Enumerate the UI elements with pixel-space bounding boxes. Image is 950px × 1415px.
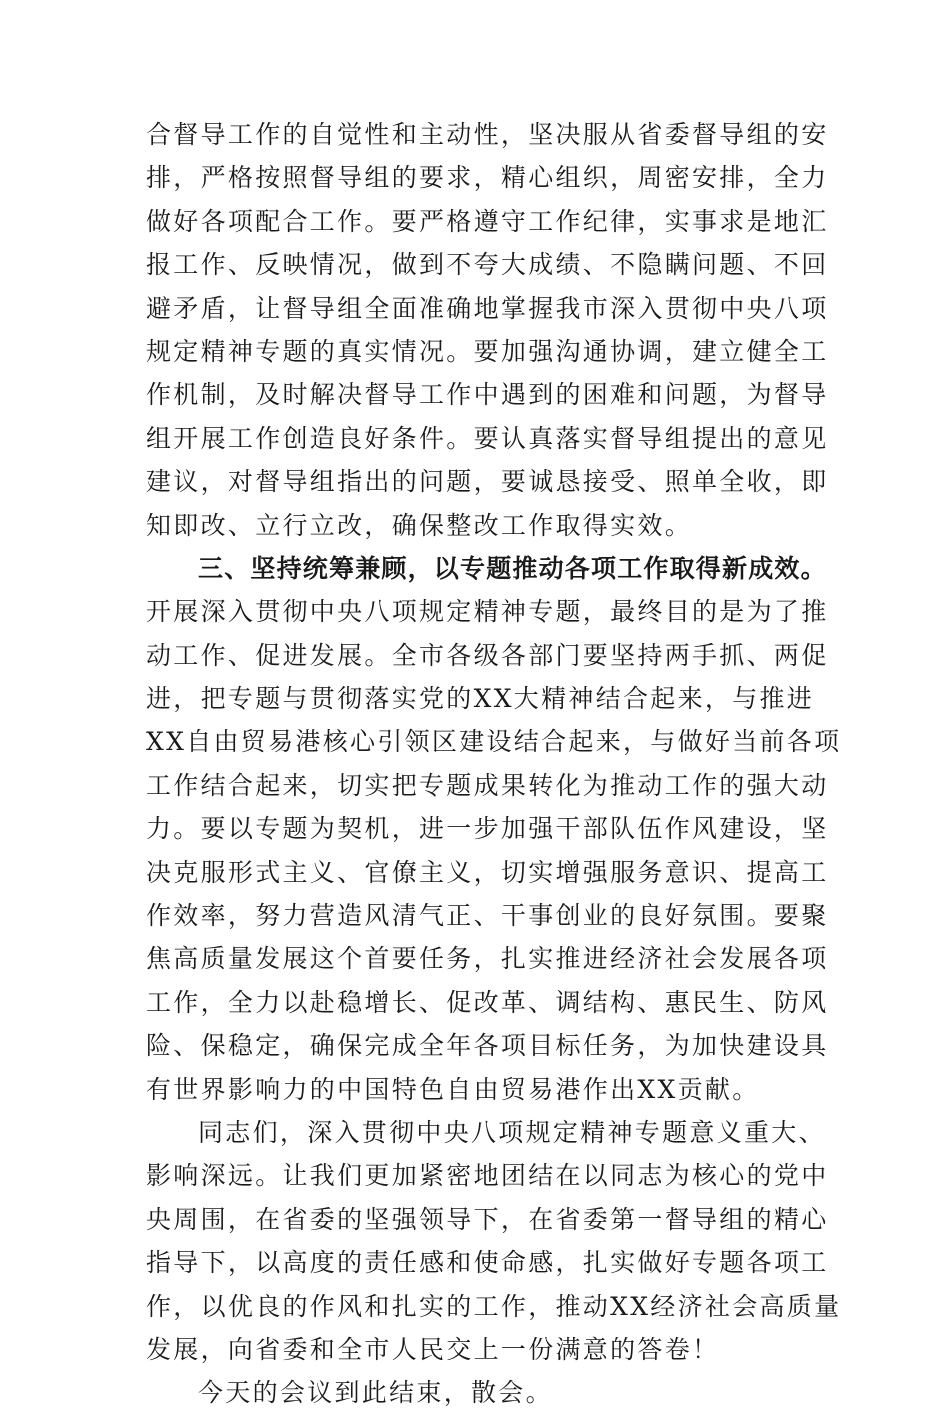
text-line: 合督导工作的自觉性和主动性，坚决服从省委督导组的安 <box>146 120 829 149</box>
text-line: 建议，对督导组指出的问题，要诚恳接受、照单全收，即 <box>146 467 829 497</box>
document-body <box>146 113 842 1415</box>
text-line: 工作结合起来，切实把专题成果转化为推动工作的强大动 <box>146 770 829 800</box>
text-line: 发展，向省委和全市人民交上一份满意的答卷！ <box>146 1334 720 1364</box>
text-line: 央周围，在省委的坚强领导下，在省委第一督导组的精心 <box>146 1204 829 1234</box>
text-line: 规定精神专题的真实情况。要加强沟通协调，建立健全工 <box>146 336 829 366</box>
text-line: 有世界影响力的中国特色自由贸易港作出XX贡献。 <box>146 1074 760 1104</box>
text-line: 力。要以专题为契机，进一步加强干部队伍作风建设，坚 <box>146 814 829 844</box>
text-line: 做好各项配合工作。要严格遵守工作纪律，实事求是地汇 <box>146 206 829 236</box>
text-line: 险、保稳定，确保完成全年各项目标任务，为加快建设具 <box>146 1031 829 1061</box>
text-line: 同志们，深入贯彻中央八项规定精神专题意义重大、 <box>198 1117 826 1147</box>
text-line: 排，严格按照督导组的要求，精心组织，周密安排，全力 <box>146 163 829 193</box>
text-line: 焦高质量发展这个首要任务，扎实推进经济社会发展各项 <box>146 944 829 974</box>
text-line: 避矛盾，让督导组全面准确地掌握我市深入贯彻中央八项 <box>146 293 829 323</box>
text-line: 进，把专题与贯彻落实党的XX大精神结合起来，与推进 <box>146 684 815 714</box>
closing-line: 今天的会议到此结束，散会。 <box>198 1378 553 1408</box>
text-line: 作效率，努力营造风清气正、干事创业的良好氛围。要聚 <box>146 901 829 931</box>
text-line: 组开展工作创造良好条件。要认真落实督导组提出的意见 <box>146 423 829 453</box>
text-line: 作机制，及时解决督导工作中遇到的困难和问题，为督导 <box>146 380 829 410</box>
text-line: 动工作、促进发展。全市各级各部门要坚持两手抓、两促 <box>146 640 829 670</box>
text-line: 报工作、反映情况，做到不夸大成绩、不隐瞒问题、不回 <box>146 250 829 280</box>
text-line: 影响深远。让我们更加紧密地团结在以同志为核心的党中 <box>146 1161 829 1191</box>
text-line: 指导下，以高度的责任感和使命感，扎实做好专题各项工 <box>146 1248 829 1278</box>
text-line: XX自由贸易港核心引领区建设结合起来，与做好当前各项 <box>146 727 842 757</box>
text-line: 知即改、立行立改，确保整改工作取得实效。 <box>146 510 693 540</box>
text-line: 工作，全力以赴稳增长、促改革、调结构、惠民生、防风 <box>146 987 829 1017</box>
text-line: 作，以优良的作风和扎实的工作，推动XX经济社会高质量 <box>146 1291 842 1321</box>
section-heading: 三、坚持统筹兼顾，以专题推动各项工作取得新成效。 <box>198 553 827 583</box>
text-line: 开展深入贯彻中央八项规定精神专题，最终目的是为了推 <box>146 597 829 627</box>
text-line: 决克服形式主义、官僚主义，切实增强服务意识、提高工 <box>146 857 829 887</box>
